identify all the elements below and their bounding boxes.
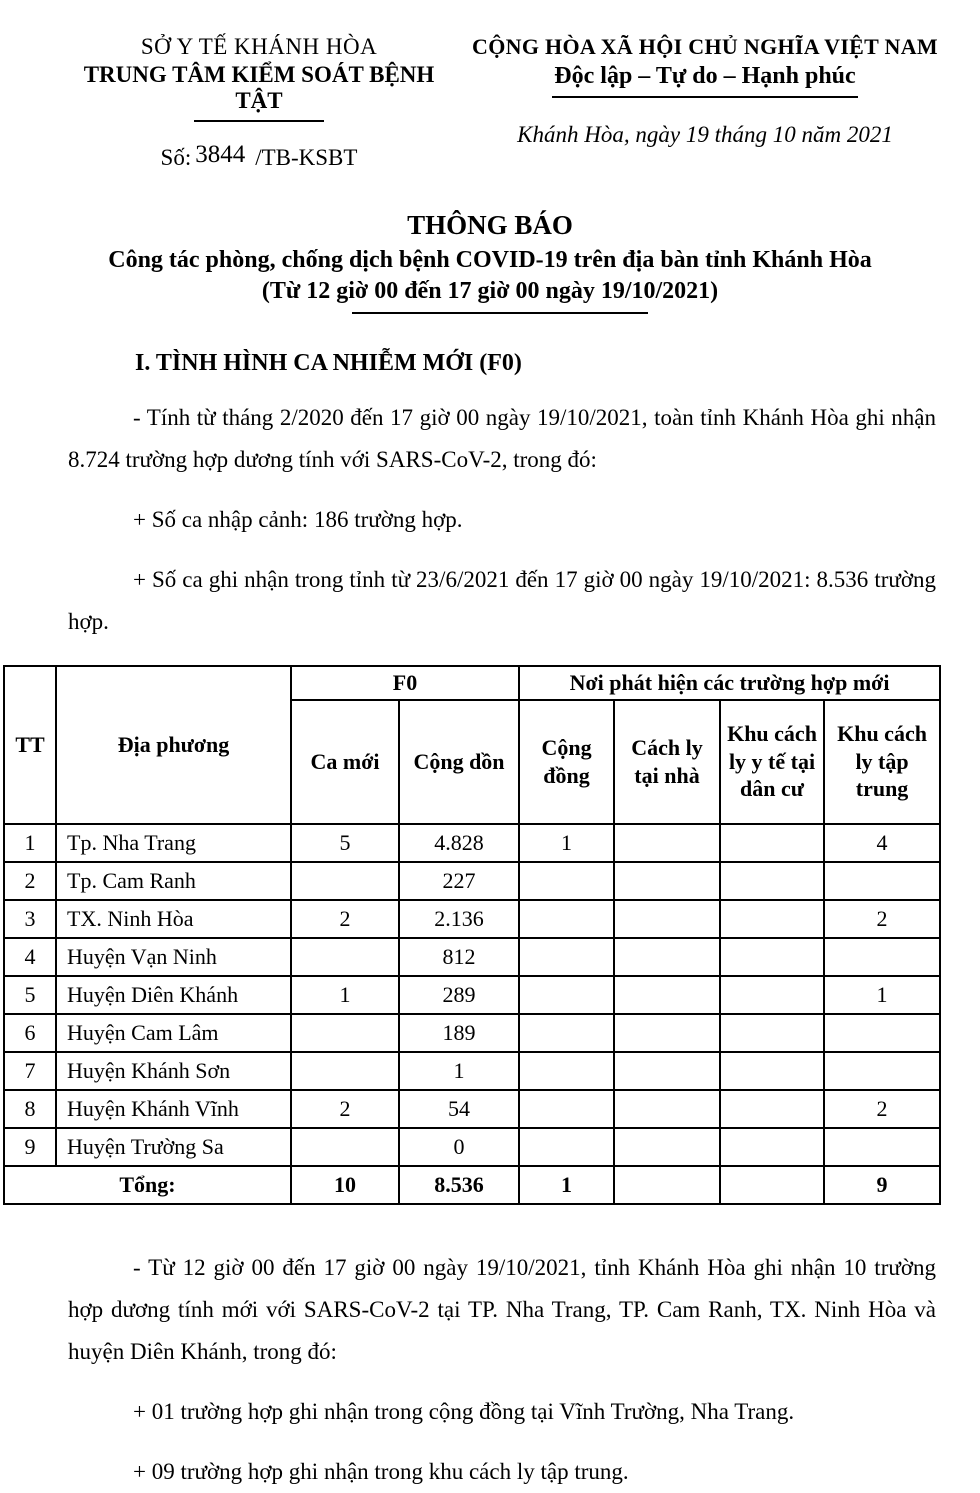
cell-cach-ly-tai-nha	[614, 1128, 720, 1166]
cell-ca-moi	[291, 938, 399, 976]
doc-number-value: 3844	[195, 141, 246, 168]
cell-khu-y-te	[720, 1128, 824, 1166]
document-number-line	[58, 141, 460, 172]
total-cach-ly-tai-nha	[614, 1166, 720, 1204]
national-title: CỘNG HÒA XÃ HỘI CHỦ NGHĨA VIỆT NAM	[472, 34, 938, 59]
paragraph-community-case: + 01 trường hợp ghi nhận trong cộng đồng tại Vĩnh Trường, Nha Trang.	[133, 1398, 795, 1424]
total-cong-don: 8.536	[399, 1166, 519, 1204]
cell-cong-don: 54	[399, 1090, 519, 1128]
cell-khu-tap-trung	[824, 938, 940, 976]
cell-cach-ly-tai-nha	[614, 900, 720, 938]
cell-cach-ly-tai-nha	[614, 1090, 720, 1128]
cell-tt: 9	[4, 1128, 56, 1166]
paragraph-local-cases: + Số ca ghi nhận trong tỉnh từ 23/6/2021 đến 17 giờ 00 ngày 19/10/2021: 8.536 trường hợp.	[68, 567, 936, 634]
cell-cong-don: 289	[399, 976, 519, 1014]
national-motto: Độc lập – Tự do – Hạnh phúc	[554, 63, 856, 89]
cell-tt: 1	[4, 824, 56, 862]
cell-cach-ly-tai-nha	[614, 1052, 720, 1090]
cell-khu-y-te	[720, 1014, 824, 1052]
paragraph-imported-cases: + Số ca nhập cảnh: 186 trường hợp.	[133, 507, 463, 532]
cell-khu-y-te	[720, 862, 824, 900]
cell-tt: 7	[4, 1052, 56, 1090]
cell-ca-moi: 2	[291, 1090, 399, 1128]
cell-ca-moi: 1	[291, 976, 399, 1014]
col-group-noi-phat-hien: Nơi phát hiện các trường hợp mới	[519, 666, 940, 700]
document-type-title: THÔNG BÁO	[407, 210, 573, 240]
cell-cong-don: 1	[399, 1052, 519, 1090]
paragraph-cumulative-cases: - Tính từ tháng 2/2020 đến 17 giờ 00 ngày 19/10/2021, toàn tỉnh Khánh Hòa ghi nhận 8.724 trường hợp dương tính với SARS-CoV-2, trong đó:	[68, 405, 936, 472]
table-row	[4, 1014, 940, 1052]
cell-ca-moi	[291, 1052, 399, 1090]
cell-khu-tap-trung	[824, 1014, 940, 1052]
cases-table-body	[4, 824, 940, 1166]
col-group-f0: F0	[291, 666, 519, 700]
cell-dia-phuong: Tp. Nha Trang	[56, 824, 291, 862]
cell-cach-ly-tai-nha	[614, 862, 720, 900]
cell-ca-moi	[291, 1128, 399, 1166]
paragraph-new-cases-summary: - Từ 12 giờ 00 đến 17 giờ 00 ngày 19/10/2021, tỉnh Khánh Hòa ghi nhận 10 trường hợp dương tính mới với SARS-CoV-2 tại TP. Nha Trang, TP. Cam Ranh, TX. Ninh Hòa và huyện Diên Khánh, trong đó:	[68, 1254, 936, 1364]
table-row	[4, 862, 940, 900]
cell-cong-dong	[519, 900, 614, 938]
parent-agency-name: SỞ Y TẾ KHÁNH HÒA	[140, 34, 378, 59]
cell-dia-phuong: Huyện Trường Sa	[56, 1128, 291, 1166]
cell-dia-phuong: Huyện Cam Lâm	[56, 1014, 291, 1052]
doc-number-suffix: /TB-KSBT	[255, 145, 358, 170]
col-header-cong-don: Cộng dồn	[399, 700, 519, 824]
cell-tt: 4	[4, 938, 56, 976]
section-1-heading: I. TÌNH HÌNH CA NHIỄM MỚI (F0)	[135, 350, 522, 376]
cell-khu-tap-trung	[824, 1128, 940, 1166]
national-header-block	[460, 34, 950, 172]
cell-ca-moi: 2	[291, 900, 399, 938]
cell-tt: 8	[4, 1090, 56, 1128]
cell-khu-tap-trung: 2	[824, 900, 940, 938]
cell-khu-y-te	[720, 900, 824, 938]
table-row	[4, 900, 940, 938]
total-khu-y-te	[720, 1166, 824, 1204]
cell-khu-tap-trung	[824, 1052, 940, 1090]
col-header-ca-moi: Ca mới	[291, 700, 399, 824]
cell-ca-moi: 5	[291, 824, 399, 862]
cell-cong-don: 4.828	[399, 824, 519, 862]
cell-tt: 3	[4, 900, 56, 938]
cell-khu-y-te	[720, 1052, 824, 1090]
cell-cong-don: 2.136	[399, 900, 519, 938]
agency-underline	[194, 120, 324, 122]
place-dateline: Khánh Hòa, ngày 19 tháng 10 năm 2021	[517, 122, 893, 147]
cell-khu-y-te	[720, 938, 824, 976]
agency-name: TRUNG TÂM KIỂM SOÁT BỆNH TẬT	[83, 62, 435, 113]
cell-cong-don: 189	[399, 1014, 519, 1052]
paragraph-quarantine-cases: + 09 trường hợp ghi nhận trong khu cách ly tập trung.	[133, 1458, 629, 1484]
cell-cach-ly-tai-nha	[614, 976, 720, 1014]
reporting-period: (Từ 12 giờ 00 đến 17 giờ 00 ngày 19/10/2021)	[261, 278, 719, 304]
total-ca-moi: 10	[291, 1166, 399, 1204]
doc-number-prefix: Số:	[160, 145, 192, 170]
cases-table	[3, 665, 941, 1205]
col-header-khu-y-te: Khu cách ly y tế tại dân cư	[720, 700, 824, 824]
cell-cach-ly-tai-nha	[614, 938, 720, 976]
cell-tt: 5	[4, 976, 56, 1014]
cell-cong-don: 812	[399, 938, 519, 976]
cell-cong-dong	[519, 1090, 614, 1128]
cell-cach-ly-tai-nha	[614, 1014, 720, 1052]
cell-khu-tap-trung	[824, 862, 940, 900]
cell-cong-dong	[519, 1014, 614, 1052]
cell-ca-moi	[291, 1014, 399, 1052]
document-subject: Công tác phòng, chống dịch bệnh COVID-19 trên địa bàn tỉnh Khánh Hòa	[108, 247, 872, 273]
col-header-khu-tap-trung: Khu cách ly tập trung	[824, 700, 940, 824]
cell-cong-dong	[519, 862, 614, 900]
total-label: Tổng:	[4, 1166, 291, 1204]
table-row	[4, 1052, 940, 1090]
cell-cong-dong	[519, 1052, 614, 1090]
col-header-tt: TT	[4, 666, 56, 824]
total-row	[4, 1166, 940, 1204]
table-row	[4, 1128, 940, 1166]
cell-cong-dong	[519, 938, 614, 976]
table-row	[4, 938, 940, 976]
cell-tt: 2	[4, 862, 56, 900]
cell-khu-y-te	[720, 824, 824, 862]
cell-cach-ly-tai-nha	[614, 824, 720, 862]
title-divider	[352, 312, 648, 314]
cell-cong-don: 227	[399, 862, 519, 900]
motto-underline	[552, 96, 858, 98]
total-khu-tap-trung: 9	[824, 1166, 940, 1204]
cell-cong-dong	[519, 976, 614, 1014]
total-cong-dong: 1	[519, 1166, 614, 1204]
cell-khu-y-te	[720, 976, 824, 1014]
cell-cong-dong: 1	[519, 824, 614, 862]
cell-cong-dong	[519, 1128, 614, 1166]
cell-tt: 6	[4, 1014, 56, 1052]
col-header-cong-dong: Cộng đồng	[519, 700, 614, 824]
cell-dia-phuong: TX. Ninh Hòa	[56, 900, 291, 938]
cell-khu-y-te	[720, 1090, 824, 1128]
col-header-cach-ly-tai-nha: Cách ly tại nhà	[614, 700, 720, 824]
table-row	[4, 1090, 940, 1128]
cell-khu-tap-trung: 2	[824, 1090, 940, 1128]
cell-dia-phuong: Huyện Diên Khánh	[56, 976, 291, 1014]
table-row	[4, 824, 940, 862]
title-block	[0, 210, 980, 314]
cell-dia-phuong: Huyện Khánh Sơn	[56, 1052, 291, 1090]
col-header-dia-phuong: Địa phương	[56, 666, 291, 824]
letterhead	[0, 34, 980, 172]
cell-dia-phuong: Tp. Cam Ranh	[56, 862, 291, 900]
table-row	[4, 976, 940, 1014]
cell-dia-phuong: Huyện Khánh Vĩnh	[56, 1090, 291, 1128]
cell-dia-phuong: Huyện Vạn Ninh	[56, 938, 291, 976]
cases-table-header	[4, 666, 940, 824]
cell-ca-moi	[291, 862, 399, 900]
cell-cong-don: 0	[399, 1128, 519, 1166]
cell-khu-tap-trung: 4	[824, 824, 940, 862]
cell-khu-tap-trung: 1	[824, 976, 940, 1014]
issuing-agency-block	[58, 34, 460, 172]
